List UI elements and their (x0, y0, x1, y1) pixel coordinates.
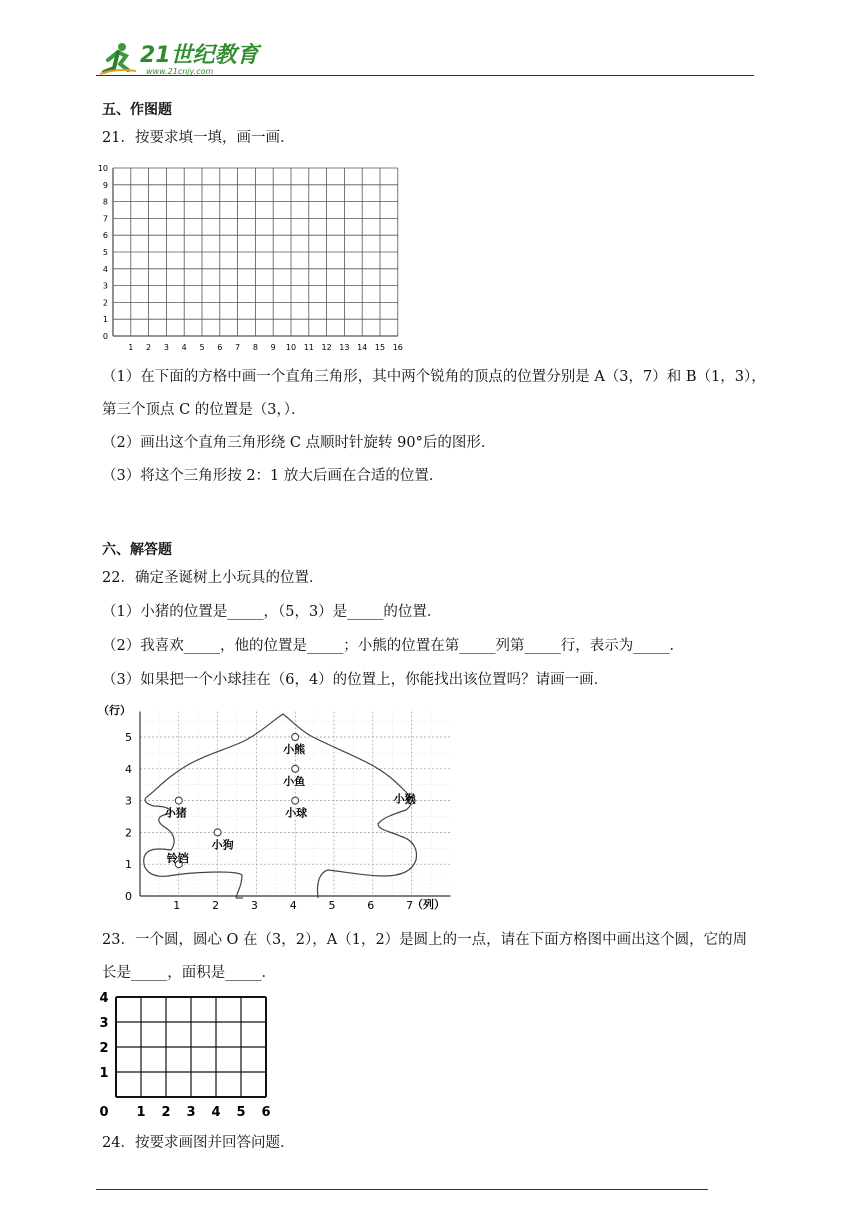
q23-y-ticks (99, 991, 108, 1081)
q22-x-ticks (173, 899, 413, 912)
q23-grid (94, 988, 284, 1122)
toy-fish-marker (292, 765, 299, 772)
q22-y-ticks (125, 731, 132, 903)
x-tick-label: 5 (236, 1105, 246, 1120)
q22-y-axis-label: （行） (98, 704, 131, 717)
section-title-5: 五、作图题 (102, 102, 172, 118)
x-tick-label: 11 (303, 343, 314, 352)
y-tick-label: 7 (102, 214, 108, 224)
y-tick-label: 8 (102, 197, 108, 207)
header-divider (96, 75, 754, 76)
y-tick-label: 2 (102, 298, 108, 308)
x-tick-label: 3 (186, 1105, 196, 1120)
toy-fish-label: 小鱼 (283, 774, 306, 788)
toy-bear-label: 小熊 (283, 743, 306, 756)
q22-part1: （1）小猪的位置是_____，（5，3）是_____的位置． (102, 604, 442, 620)
x-tick-label: 12 (321, 343, 332, 352)
q23-line1: 23．一个圆，圆心 O 在（3，2），A（1，2）是圆上的一点，请在下面方格图中画出这个圆，它的周 (102, 932, 748, 948)
y-tick-label: 6 (102, 231, 108, 241)
y-tick-label: 3 (99, 1016, 109, 1031)
footer-divider (96, 1189, 708, 1190)
q22-stem: 22．确定圣诞树上小玩具的位置． (102, 570, 324, 586)
toy-bell-label: 铃铛 (166, 852, 189, 866)
x-tick-label: 9 (270, 343, 276, 352)
q24-stem: 24．按要求画图并回答问题． (102, 1135, 295, 1151)
x-tick-label: 16 (392, 343, 403, 352)
x-tick-label: 8 (252, 343, 258, 352)
x-tick-label: 1 (173, 899, 181, 912)
toy-ball-label: 小球 (285, 806, 308, 820)
y-tick-label: 10 (98, 164, 108, 173)
x-tick-label: 4 (289, 899, 297, 912)
y-tick-label: 0 (125, 890, 132, 903)
y-tick-label: 1 (99, 1066, 109, 1081)
x-tick-label: 6 (367, 899, 375, 912)
y-tick-label: 3 (102, 281, 108, 291)
q22-part3: （3）如果把一个小球挂在（6，4）的位置上，你能找出该位置吗？请画一画． (102, 672, 609, 688)
toy-pig-marker (175, 797, 182, 804)
x-tick-label: 14 (357, 343, 368, 352)
toy-dog-marker (214, 829, 221, 836)
y-tick-label: 4 (102, 264, 108, 274)
y-tick-label: 5 (102, 248, 108, 257)
y-tick-label: 1 (102, 315, 108, 325)
x-tick-label: 5 (328, 899, 336, 912)
q23-line2: 长是_____，面积是_____． (102, 965, 276, 981)
q21-grid-lines (113, 168, 398, 336)
q21-stem: 21．按要求填一填，画一画． (102, 130, 295, 146)
x-tick-label: 4 (211, 1105, 221, 1120)
q21-coordinate-grid (98, 160, 408, 356)
y-tick-label: 0 (102, 332, 108, 341)
q22-christmas-tree-figure (96, 700, 456, 915)
x-tick-label: 2 (212, 899, 220, 912)
section-title-6: 六、解答题 (102, 542, 172, 558)
q21-x-ticks (128, 343, 403, 352)
x-tick-label: 6 (261, 1105, 271, 1120)
x-tick-label: 4 (181, 343, 187, 352)
x-tick-label: 2 (161, 1105, 171, 1120)
x-tick-label: 7 (406, 899, 414, 912)
x-tick-label: 7 (235, 343, 241, 352)
x-tick-label: 2 (146, 343, 152, 352)
logo-runner-icon (96, 38, 266, 78)
q21-part1-line2: 第三个顶点 C 的位置是（3，）． (102, 402, 306, 418)
q22-part2: （2）我喜欢_____，他的位置是_____；小熊的位置在第_____列第_____行，表示为_____． (102, 638, 684, 654)
x-tick-label: 3 (250, 899, 258, 912)
toy-ball-marker (292, 797, 299, 804)
y-tick-label: 5 (125, 731, 132, 744)
x-tick-label: 6 (217, 343, 223, 352)
q23-grid-lines (116, 997, 266, 1097)
q21-part2: （2）画出这个直角三角形绕 C 点顺时针旋转 90°后的图形． (102, 435, 496, 451)
x-tick-label: 15 (374, 343, 386, 352)
y-tick-label: 9 (102, 180, 108, 190)
toy-bear-marker (292, 734, 299, 741)
y-tick-label: 4 (125, 762, 132, 776)
x-tick-label: 1 (136, 1105, 146, 1120)
header-logo (96, 38, 266, 78)
q22-x-axis-label: （列） (412, 898, 445, 911)
x-tick-label: 13 (339, 343, 350, 352)
y-tick-label: 2 (99, 1041, 109, 1056)
toy-pig-label: 小猪 (164, 806, 187, 820)
y-tick-label: 3 (125, 794, 132, 808)
x-tick-label: 10 (285, 343, 297, 352)
q21-part3: （3）将这个三角形按 2：1 放大后画在合适的位置． (102, 468, 444, 484)
y-tick-label: 4 (99, 991, 109, 1006)
logo-text: 21世纪教育 (140, 43, 259, 68)
x-tick-label: 1 (128, 343, 134, 352)
x-tick-label: 0 (99, 1105, 109, 1120)
y-tick-label: 2 (125, 826, 132, 840)
y-tick-label: 1 (125, 858, 132, 872)
x-tick-label: 3 (163, 343, 169, 352)
q21-part1-line1: （1）在下面的方格中画一个直角三角形，其中两个锐角的顶点的位置分别是 A（3，7）和 B（1，3）， (102, 369, 766, 385)
toy-dog-label: 小狗 (211, 838, 234, 852)
q23-x-ticks (99, 1105, 270, 1120)
logo-url: www.21cnjy.com (146, 67, 214, 76)
toy-monkey-label: 小猴 (393, 792, 416, 806)
x-tick-label: 5 (199, 343, 205, 352)
q21-y-ticks (98, 164, 108, 341)
